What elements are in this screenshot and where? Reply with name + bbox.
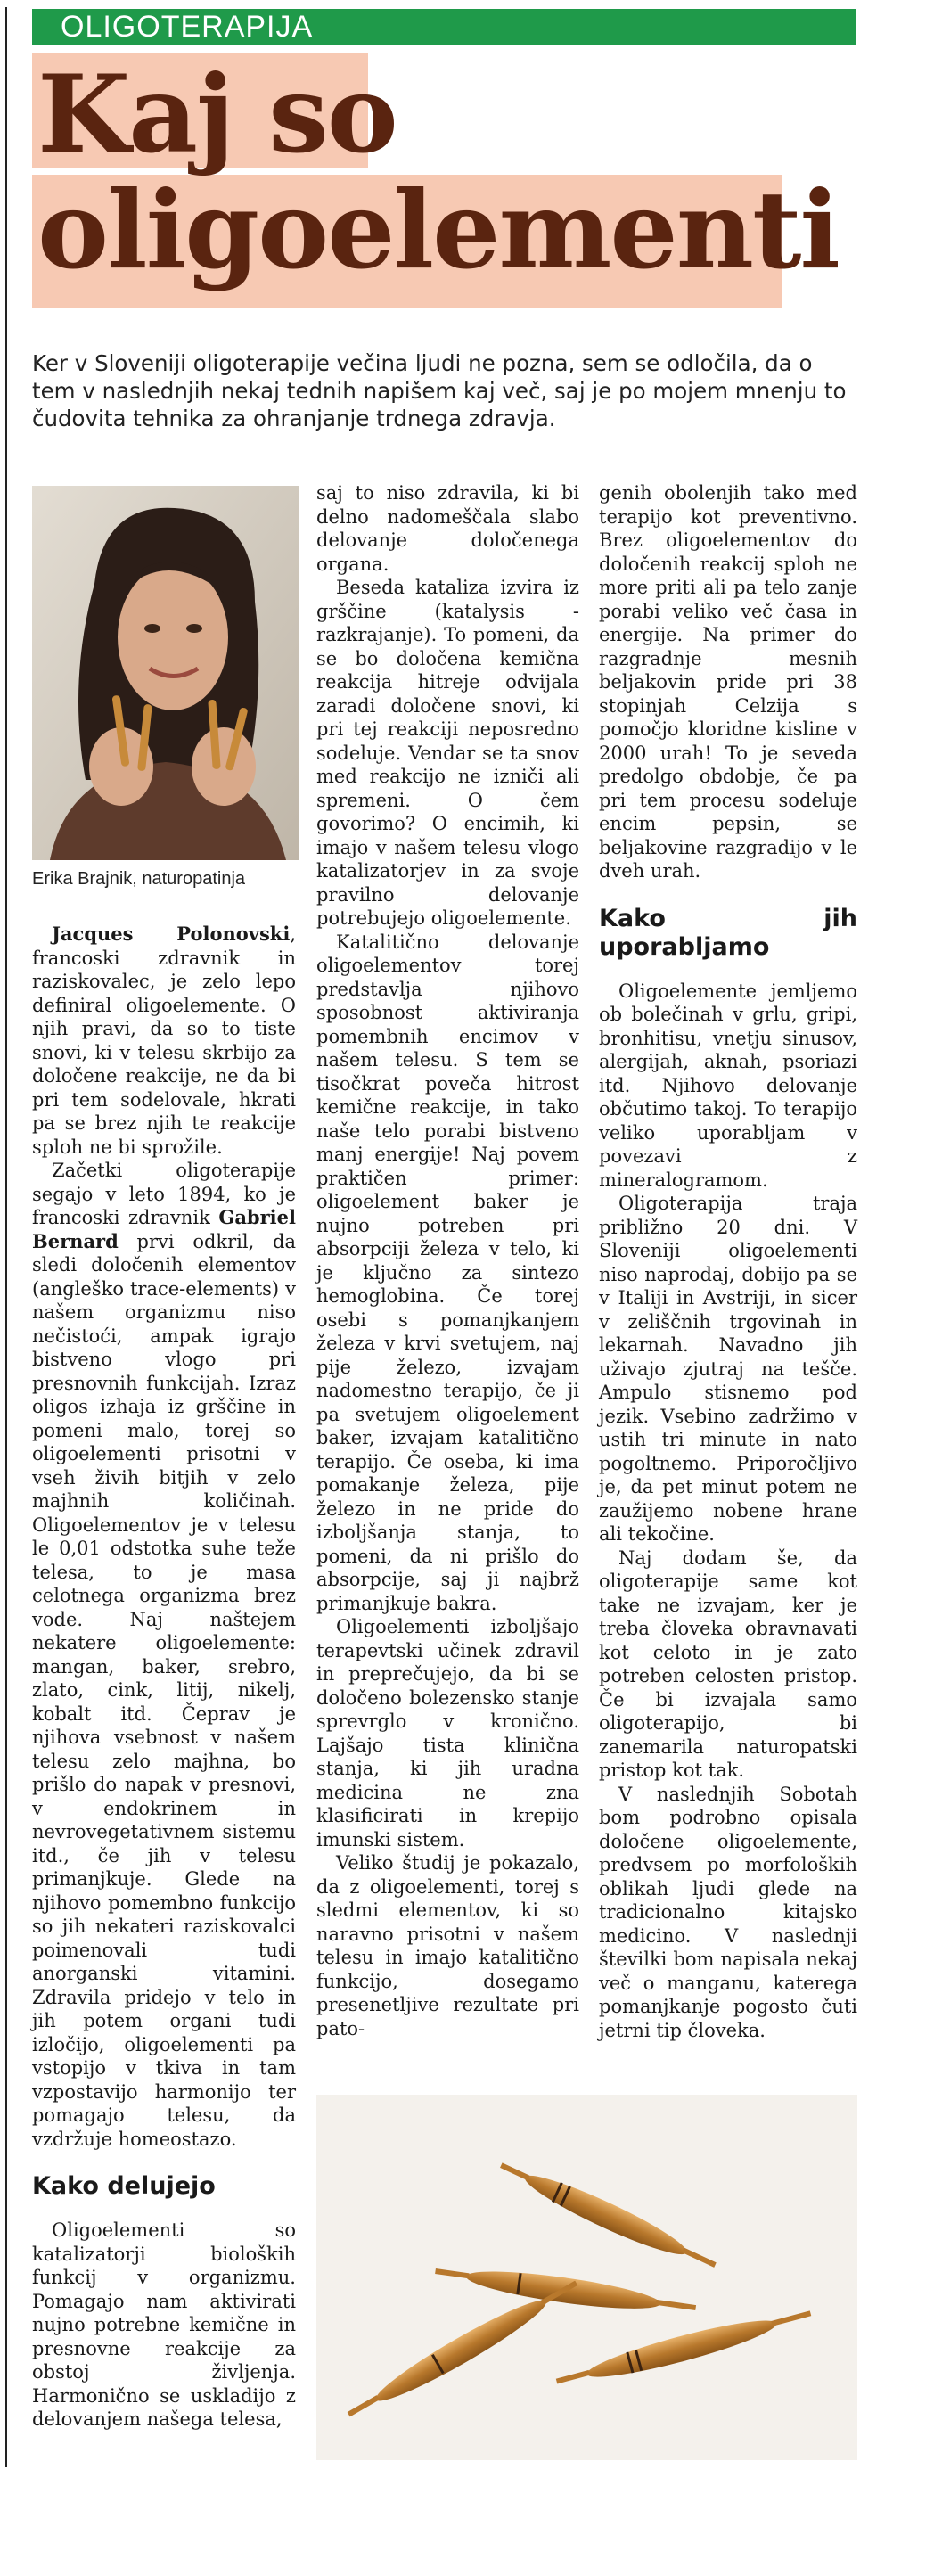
paragraph: V naslednjih Sobotah bom podrobno opisala določene oligoelemente, predvsem po morfoloških oblikah ljudi glede na tradicionalno kitajsko medicino. V naslednji številki bom napisala nekaj več o manganu, katerega pomanjkanje pogosto čuti jetrni tip človeka. (599, 1783, 857, 2041)
paragraph: Beseda kataliza izvira iz grščine (katalysis - razkrajanje). To pomeni, da se bo določena kemična reakcija hitreje odvijala zaradi določene snovi, ki pri tej reakciji neposredno sodeluje. Vendar se ta snov med reakcijo ne izniči ali spremeni. O čem govorimo? O encimih, ki imajo v našem telesu vlogo katalizatorjev in za svoje pravilno delovanje potrebujejo oligoelemente. (316, 577, 579, 929)
author-photo-illustration (32, 486, 299, 860)
paragraph-text: , francoski zdravnik in raziskovalec, je zelo lepo definiral oligoelemente. O njih pravi, da so to tiste snovi, ki v telesu skrbijo za določene reakcije, ne da bi pri tem sodelovale, hkrati pa se brez njih te reakcije sploh ne bi sprožile. (32, 923, 296, 1158)
left-column-rule (5, 7, 7, 2467)
person-name: Gabriel Bernard (32, 1206, 296, 1252)
subheading: Kako delujejo (32, 2172, 216, 2200)
text-column-1 (32, 923, 296, 2432)
ampoules-photo (316, 2095, 857, 2460)
article-title (37, 52, 840, 293)
lead-paragraph: Ker v Sloveniji oligoterapije večina ljudi ne pozna, sem se odločila, da o tem v naslednjih nekaj tednih napišem kaj več, saj je po mojem mnenju to čudovita tehnika za ohranjanje trdnega zdravja. (32, 350, 847, 431)
title-line-1: Kaj so (37, 52, 397, 177)
paragraph: saj to niso zdravila, ki bi delno nadomeščala slabo delovanje določenega organa. (316, 482, 579, 575)
paragraph (32, 923, 296, 1159)
photo-caption: Erika Brajnik, naturopatinja (32, 869, 246, 889)
paragraph: Oligoterapija traja približno 20 dni. V Sloveniji oligoelementi niso naprodaj, dobijo pa se v Italiji in Avstriji, in sicer v zeliščnih trgovinah in lekarnah. Navadno jih uživajo zjutraj na tešče. Ampulo stisnemo pod jezik. Vsebino zadržimo v ustih tri minute in nato pogoltnemo. Priporočljivo je, da pet minut potem ne zaužijemo nobene hrane ali tekočine. (599, 1193, 857, 1545)
text-column-3 (599, 481, 857, 2042)
text-column-2 (316, 481, 579, 2040)
paragraph: genih obolenjih tako med terapijo kot preventivno. Brez oligoelementov do določenih reakcij sploh ne more priti ali pa telo zanje porabi veliko več časa in energije. Na primer do razgradnje mesnih beljakovin pride pri 38 stopinjah Celzija s pomočjo kloridne kisline v 2000 urah! To je seveda predolgo obdobje, če pa pri tem procesu sodeluje encim pepsin, se beljakovine razgradijo v le dveh urah. (599, 482, 857, 882)
section-label: OLIGOTERAPIJA (61, 10, 314, 44)
paragraph: Veliko študij je pokazalo, da z oligoelementi, torej s sledmi elementov, ki so naravno prisotni v našem telesu in imajo katalitično funkcijo, dosegamo presenetljive rezultate pri pato- (316, 1852, 579, 2039)
paragraph: Naj dodam še, da oligoterapije same kot take ne izvajam, ker je treba človeka obravnavati kot celoto in je zato potreben celosten pristop. Če bi izvajala samo oligoterapijo, bi zanemarila naturopatski pristop kot tak. (599, 1546, 857, 1781)
ampoules-illustration (316, 2095, 857, 2460)
person-name: Jacques Polonovski (52, 923, 291, 945)
paragraph: Katalitično delovanje oligoelementov torej predstavlja njihovo sposobnost aktiviranja pomembnih encimov v našem telesu. S tem se tisočkrat poveča hitrost kemične reakcije, in tako naše telo porabi bistveno manj energije! Naj povem praktičen primer: oligoelement baker je nujno potreben pri absorpciji železa v telo, ki je ključno za sintezo hemoglobina. Če torej osebi s pomanjkanjem železa v krvi svetujem, naj pije železo, izvajam nadomestno terapijo, če ji pa svetujem oligoelement baker, izvajam katalitično terapijo. Če oseba, ki ima pomakanje železa, pije železo in ne pride do izboljšanja stanja, to pomeni, da ni prišlo do absorpcije, saj ji najbrž primanjkuje bakra. (316, 931, 579, 1614)
paragraph: Oligoelementi so katalizatorji bioloških funkcij v organizmu. Pomagajo nam aktivirati nujno potrebne kemične in presnovne reakcije za obstoj življenja. Harmonično se uskladijo z delovanjem našega telesa, (32, 2219, 296, 2430)
paragraph-text: prvi odkril, da sledi določenih elementov (angleško trace-elements) v našem organizmu niso nečistoći, ampak igrajo bistveno vlogo pri presnovnih funkcijah. Izraz oligos izhaja iz grščine in pomeni malo, torej so oligoelementi prisotni v vseh živih bitjih v zelo majhnih količinah. Oligoelementov je v telesu le 0,01 odstotka suhe teže telesa, to je masa celotnega organizma brez vode. Naj naštejem nekatere oligoelemente: mangan, baker, srebro, zlato, cink, litij, nikelj, kobalt itd. Čeprav je njihova vsebnost v našem telesu zelo majhna, bo prišlo do napak v presnovi, v endokrinem in nevrovegetativnem sistemu itd., če jih v telesu primanjkuje. Glede na njihovo pomembno funkcijo so jih nekateri raziskovalci poimenovali tudi anorganski vitamini. Zdravila pridejo v telo in jih potem organi tudi izločijo, oligoelementi pa vstopijo v tkiva in tam vzpostavijo harmonijo ter pomagajo telesu, da vzdržuje homeostazo. (32, 1230, 296, 2150)
title-line-2: oligoelementi (37, 168, 840, 293)
paragraph-text: Začetki oligoterapije segajo v leto 1894, ko je francoski zdravnik (32, 1160, 296, 1228)
paragraph: Oligoelemente jemljemo ob bolečinah v grlu, gripi, bronhitisu, vnetju sinusov, alergijah, aknah, psoriazi itd. Njihovo delovanje občutimo takoj. To terapijo veliko uporabljam v povezavi z mineralogramom. (599, 980, 857, 1191)
paragraph (32, 1159, 296, 2151)
paragraph: Oligoelementi izboljšajo terapevtski učinek zdravil in preprečujejo, da bi se določeno bolezensko stanje sprevrglo v kronično. Lajšajo tista klinična stanja, ki jih uradna medicina ne zna klasificirati in krepijo imunski sistem. (316, 1616, 579, 1850)
subheading: Kako jih uporabljamo (599, 904, 857, 961)
author-photo (32, 486, 299, 860)
